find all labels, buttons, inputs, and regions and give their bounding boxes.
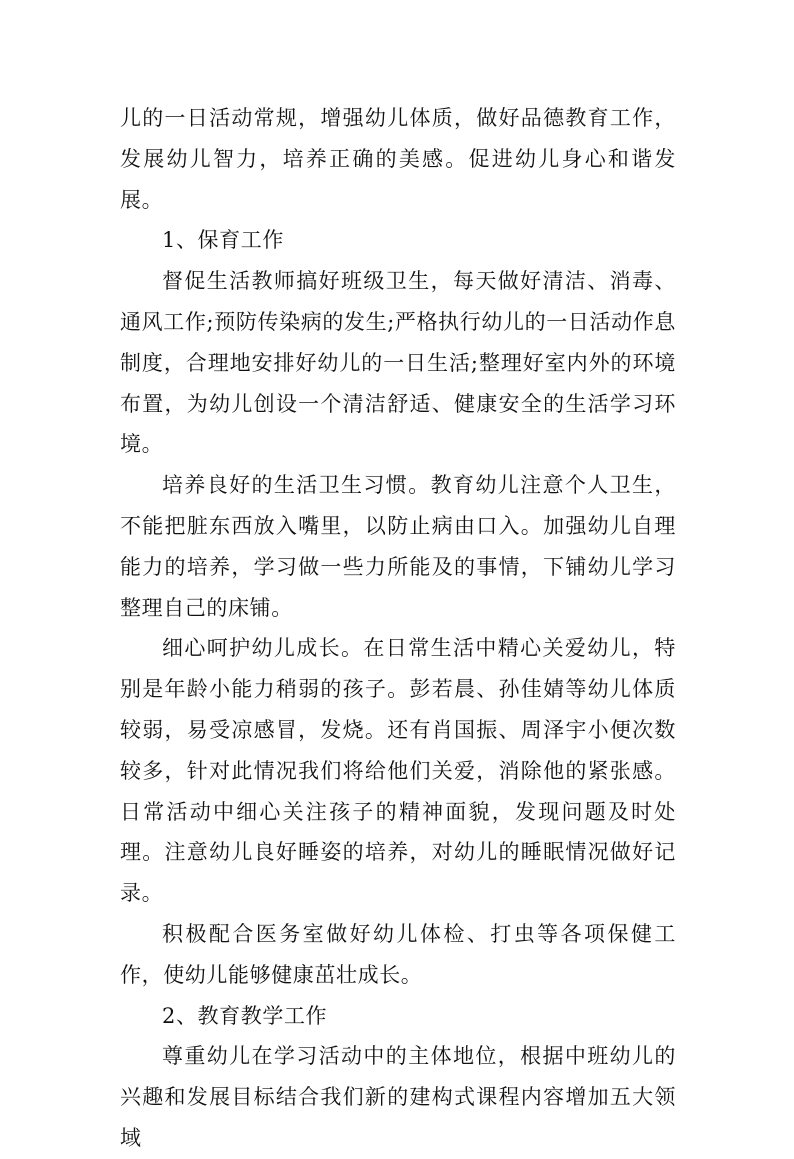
paragraph-health-checks: 积极配合医务室做好幼儿体检、打虫等各项保健工作，使幼儿能够健康茁壮成长。: [120, 921, 676, 987]
paragraph-teaching: 尊重幼儿在学习活动中的主体地位，根据中班幼儿的兴趣和发展目标结合我们新的建构式课程内容增加五大领域: [120, 1044, 676, 1150]
paragraph-habits: 培养良好的生活卫生习惯。教育幼儿注意个人卫生，不能把脏东西放入嘴里，以防止病由口入。加强幼儿自理能力的培养，学习做一些力所能及的事情，下铺幼儿学习整理自己的床铺。: [120, 473, 676, 620]
paragraph-hygiene: 督促生活教师搞好班级卫生，每天做好清洁、消毒、通风工作;预防传染病的发生;严格执行幼儿的一日活动作息制度，合理地安排好幼儿的一日生活;整理好室内外的环境布置，为幼儿创设一个清洁舒适、健康安全的生活学习环境。: [120, 269, 676, 457]
section-heading-childcare: 1、保育工作: [162, 228, 284, 253]
document-body: [120, 98, 676, 1159]
paragraph-continuation: 儿的一日活动常规，增强幼儿体质，做好品德教育工作，发展幼儿智力，培养正确的美感。促进幼儿身心和谐发展。: [120, 106, 676, 212]
section-heading-teaching: 2、教育教学工作: [162, 1003, 328, 1028]
paragraph-care: 细心呵护幼儿成长。在日常生活中精心关爱幼儿，特别是年龄小能力稍弱的孩子。彭若晨、孙佳婧等幼儿体质较弱，易受凉感冒，发烧。还有肖国振、周泽宇小便次数较多，针对此情况我们将给他们关爱，消除他的紧张感。日常活动中细心关注孩子的精神面貌，发现问题及时处理。注意幼儿良好睡姿的培养，对幼儿的睡眠情况做好记录。: [120, 636, 676, 906]
